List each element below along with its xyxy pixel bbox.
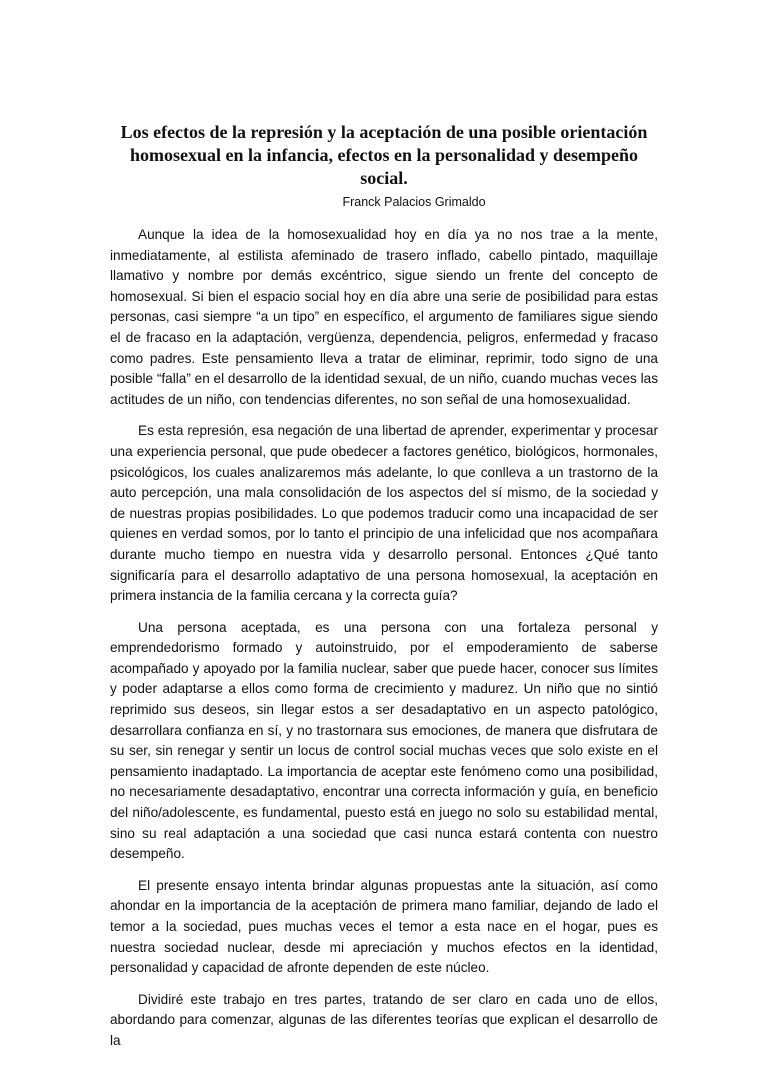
paragraph-3: Una persona aceptada, es una persona con una fortaleza personal y emprendedorismo formado y autoinstruido, por el empoderamiento de saberse acompañado y apoyado por la familia nuclear, saber que puede hacer, conocer sus límites y poder adaptarse a ellos como forma de crecimiento y madurez. Un niño que no sintió reprimido sus deseos, sin llegar estos a ser desadaptativo en un aspecto patológico, desarrollara confianza en sí, y no trastornara sus emociones, de manera que disfrutara de su ser, sin renegar y sentir un locus de control social muchas veces que solo existe en el pensamiento inadaptado. La importancia de aceptar este fenómeno como una posibilidad, no necesariamente desadaptativo, encontrar una correcta información y guía, en beneficio del niño/adolescente, es fundamental, puesto está en juego no solo su estabilidad mental, sino su real adaptación a una sociedad que casi nunca estará contenta con nuestro desempeño. bbox=[110, 619, 658, 862]
paragraph-2: Es esta represión, esa negación de una libertad de aprender, experimentar y procesar una experiencia personal, que pude obedecer a factores genético, biológicos, hormonales, psicológicos, los cuales analizaremos más adelante, lo que conlleva a un trastorno de la auto percepción, una mala consolidación de los aspectos del sí mismo, de la sociedad y de nuestras propias posibilidades. Lo que podemos traducir como una incapacidad de ser quienes en verdad somos, por lo tanto el principio de una infelicidad que nos acompañara durante mucho tiempo en nuestra vida y desarrollo personal. Entonces ¿Qué tanto significaría para el desarrollo adaptativo de una persona homosexual, la aceptación en primera instancia de la familia cercana y la correcta guía? bbox=[110, 423, 658, 604]
document-body bbox=[110, 225, 658, 1063]
author-name: Franck Palacios Grimaldo bbox=[342, 195, 486, 209]
paragraph-5: Dividiré este trabajo en tres partes, tratando de ser claro en cada uno de ellos, abordando para comenzar, algunas de las diferentes teorías que explican el desarrollo de la bbox=[110, 991, 658, 1048]
document-title: Los efectos de la represión y la aceptación de una posible orientación homosexual en la infancia, efectos en la personalidad y desempeño social. bbox=[120, 122, 648, 188]
paragraph-1: Aunque la idea de la homosexualidad hoy en día ya no nos trae a la mente, inmediatamente, al estilista afeminado de trasero inflado, cabello pintado, maquillaje llamativo y nombre por demás excéntrico, sigue siendo un frente del concepto de homosexual. Si bien el espacio social hoy en día abre una serie de posibilidad para estas personas, casi siempre “a un tipo” en específico, el argumento de familiares sigue siendo el de fracaso en la adaptación, vergüenza, dependencia, peligros, enfermedad y fracaso como padres. Este pensamiento lleva a tratar de eliminar, reprimir, todo signo de una posible “falla” en el desarrollo de la identidad sexual, de un niño, cuando muchas veces las actitudes de un niño, con tendencias diferentes, no son señal de una homosexualidad. bbox=[110, 227, 658, 407]
paragraph-4: El presente ensayo intenta brindar algunas propuestas ante la situación, así como ahondar en la importancia de la aceptación de primera mano familiar, dejando de lado el temor a la sociedad, pues muchas veces el temor a esta nace en el hogar, pues es nuestra sociedad nuclear, desde mi apreciación y muchos efectos en la identidad, personalidad y capacidad de afronte dependen de este núcleo. bbox=[110, 877, 658, 976]
